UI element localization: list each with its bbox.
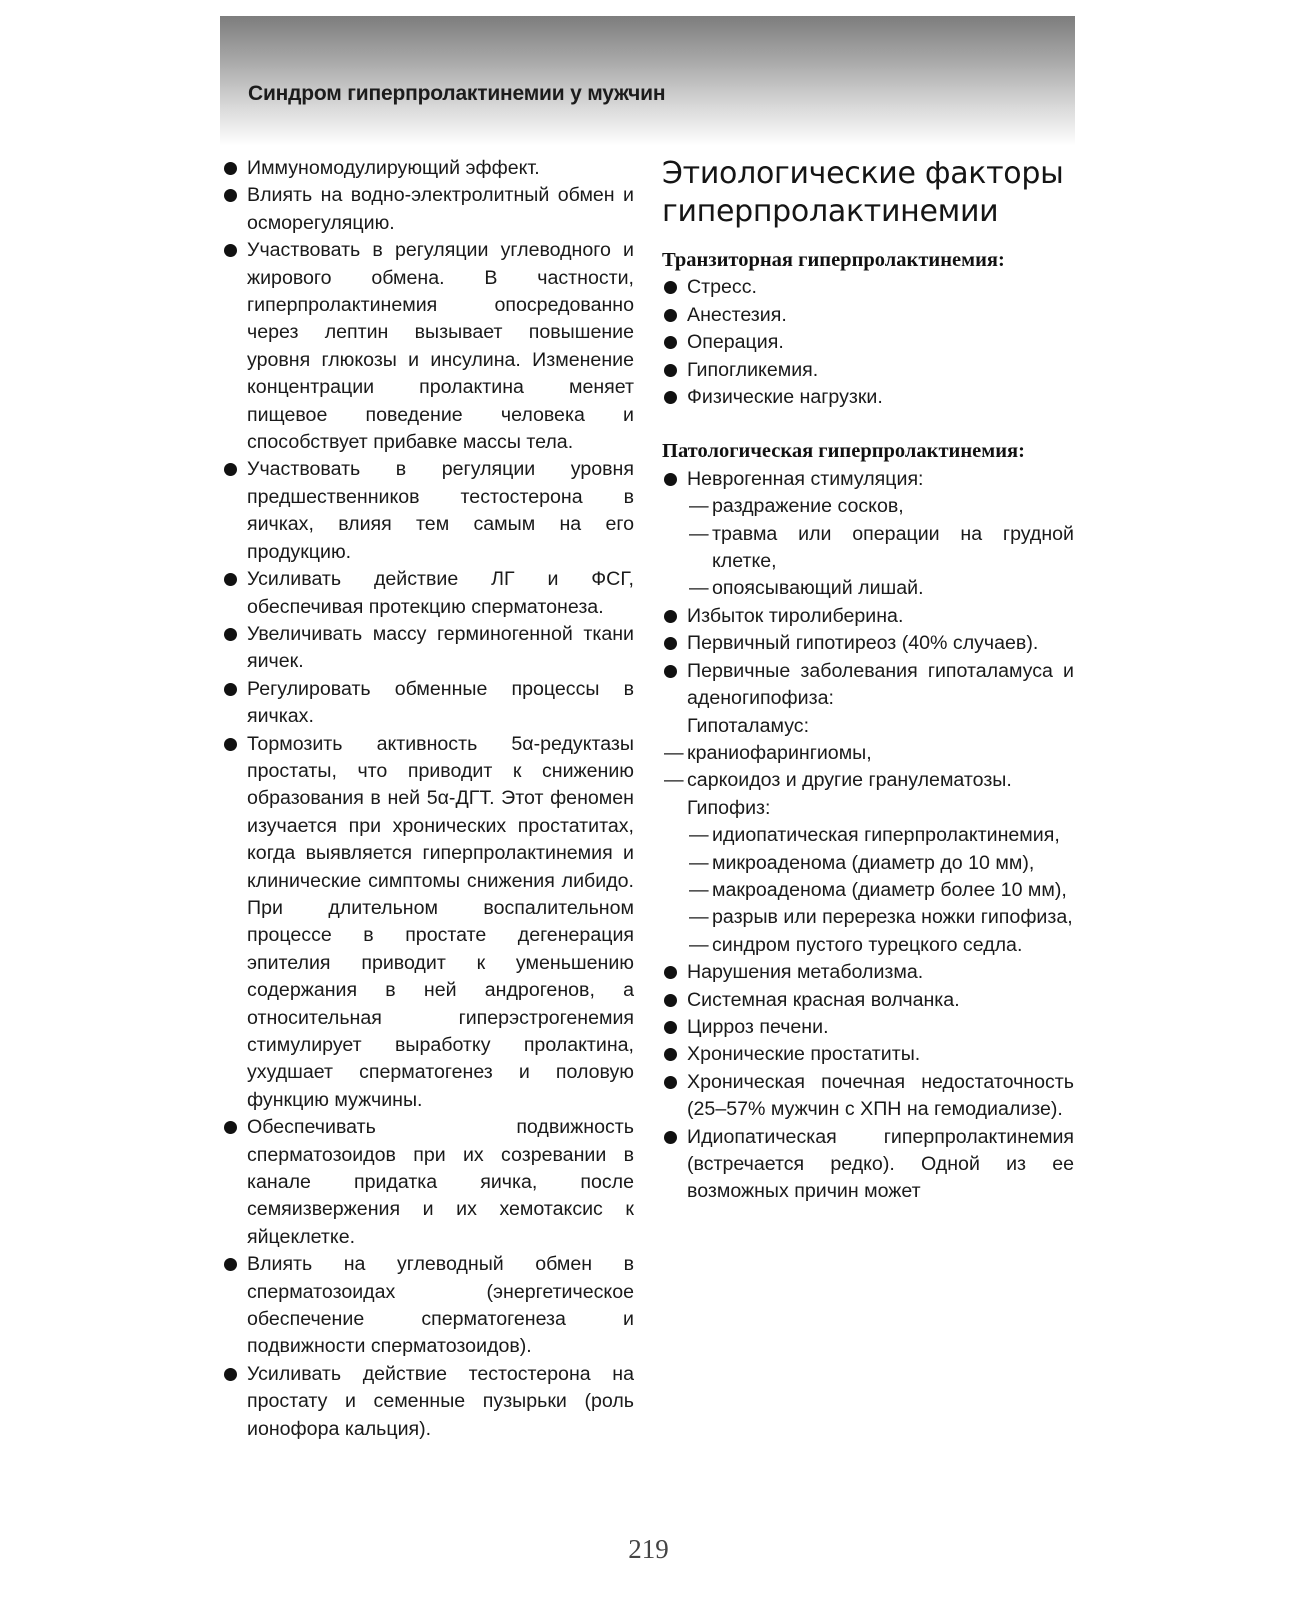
list-item: Обеспечивать подвижность сперматозоидов при их созревании в канале придатка яичка, после семяизвержения и их хемотаксис к яйцеклетке.	[222, 1114, 634, 1251]
list-item: Хроническая почечная недостаточность (25–57% мужчин с ХПН на гемодиализе).	[662, 1069, 1074, 1124]
list-item: Операция.	[662, 329, 1074, 356]
list-item: Гипогликемия.	[662, 357, 1074, 384]
left-column	[222, 155, 634, 1443]
list-item: Идиопатическая гиперпролактинемия (встречается редко). Одной из ее возможных причин может	[662, 1124, 1074, 1206]
sub-item: — травма или операции на грудной клетке,	[687, 521, 1074, 576]
list-item: Физические нагрузки.	[662, 384, 1074, 411]
pathologic-list	[662, 466, 1074, 1206]
list-item: Влиять на водно-электролитный обмен и осморегуляцию.	[222, 182, 634, 237]
sub-item: — краниофарингиомы,	[662, 740, 1074, 767]
list-item: Нарушения метаболизма.	[662, 959, 1074, 986]
page-header	[220, 16, 1075, 146]
transient-heading: Транзиторная гиперпролактинемия:	[662, 249, 1005, 271]
page-number: 219	[628, 1534, 669, 1564]
list-item: Участвовать в регуляции уровня предшественников тестостерона в яичках, влияя тем самым на его продукцию.	[222, 456, 634, 566]
hypothalamus-label: Гипоталамус:	[687, 714, 810, 737]
list-item: Влиять на углеводный обмен в сперматозоидах (энергетическое обеспечение сперматогенеза и подвижности сперматозоидов).	[222, 1251, 634, 1361]
running-head: Синдром гиперпролактинемии у мужчин	[248, 82, 666, 105]
section-title: Этиологические факторы гиперпролактинемии	[662, 156, 1064, 229]
item-text: Первичные заболевания гипоталамуса и аденогипофиза:	[687, 659, 1074, 710]
sub-item: — идиопатическая гиперпролактинемия,	[687, 822, 1074, 849]
sub-item: — синдром пустого турецкого седла.	[687, 932, 1074, 959]
list-item: Увеличивать массу герминогенной ткани яичек.	[222, 621, 634, 676]
list-item: Участвовать в регуляции углеводного и жирового обмена. В частности, гиперпролактинемия опосредованно через лептин вызывает повышение уровня глюкозы и инсулина. Изменение концентрации пролактина меняет пищевое поведение человека и способствует прибавке массы тела.	[222, 237, 634, 456]
list-item: Анестезия.	[662, 302, 1074, 329]
sub-item: — опоясывающий лишай.	[687, 575, 1074, 602]
sub-list	[687, 493, 1074, 603]
sub-item: — саркоидоз и другие гранулематозы.	[662, 767, 1074, 794]
list-item: Хронические простатиты.	[662, 1041, 1074, 1068]
list-item-neurogenic	[662, 466, 1074, 603]
list-item: Стресс.	[662, 274, 1074, 301]
list-item: Тормозить активность 5α-редуктазы простаты, что приводит к снижению образования в ней 5α-ДГТ. Этот феномен изучается при хронических простатитах, когда выявляется гиперпролактинемия и клинические симптомы снижения либидо. При длительном воспалительном процессе в простате дегенерация эпителия приводит к уменьшению содержания в ней андрогенов, а относительная гиперэстрогенемия стимулирует выработку пролактина, ухудшает сперматогенез и половую функцию мужчины.	[222, 731, 634, 1115]
pituitary-sub-list	[687, 822, 1074, 959]
list-item: Первичный гипотиреоз (40% случаев).	[662, 630, 1074, 657]
sub-item: — разрыв или перерезка ножки гипофиза,	[687, 904, 1074, 931]
right-column	[662, 155, 1074, 1206]
list-item: Регулировать обменные процессы в яичках.	[222, 676, 634, 731]
prolactin-effects-list	[222, 155, 634, 1443]
list-item: Избыток тиролиберина.	[662, 603, 1074, 630]
list-item-primary-diseases	[662, 658, 1074, 959]
pathologic-heading: Патологическая гиперпролактинемия:	[662, 440, 1025, 463]
sub-item: — раздражение сосков,	[687, 493, 1074, 520]
transient-list	[662, 274, 1074, 411]
list-item: Усиливать действие тестостерона на простату и семенные пузырьки (роль ионофора кальция).	[222, 1361, 634, 1443]
list-item: Иммуномодулирующий эффект.	[222, 155, 634, 182]
item-text: Неврогенная стимуляция:	[687, 467, 924, 490]
list-item: Системная красная волчанка.	[662, 987, 1074, 1014]
list-item: Цирроз печени.	[662, 1014, 1074, 1041]
list-item: Усиливать действие ЛГ и ФСГ, обеспечивая протекцию сперматонеза.	[222, 566, 634, 621]
sub-item: — микроаденома (диаметр до 10 мм),	[687, 850, 1074, 877]
hypothalamus-sub-list	[662, 740, 1074, 795]
sub-item: — макроаденома (диаметр более 10 мм),	[687, 877, 1074, 904]
pituitary-label: Гипофиз:	[687, 796, 771, 819]
